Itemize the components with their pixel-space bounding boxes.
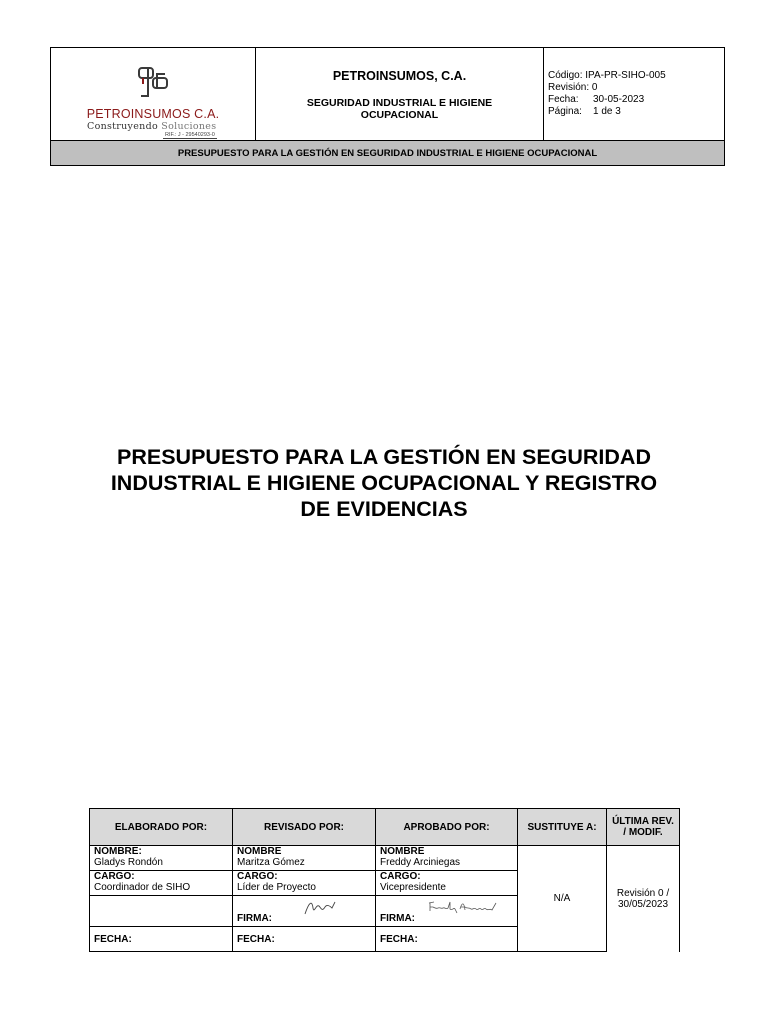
title-line-2: INDUSTRIAL E HIGIENE OCUPACIONAL Y REGISTRO [110, 471, 658, 495]
aprobado-cargo-label: CARGO: [380, 871, 421, 882]
elaborado-nombre-label: NOMBRE: [94, 846, 142, 857]
meta-pagina-value: 1 de 3 [593, 106, 621, 117]
revisado-nombre: Maritza Gómez [237, 857, 305, 868]
aprobado-nombre: Freddy Arciniegas [380, 857, 461, 868]
document-meta [544, 48, 725, 141]
header-aprobado: APROBADO POR: [376, 809, 518, 846]
petroinsumos-logo-icon [135, 64, 171, 100]
company-logo [51, 48, 255, 140]
logo-tagline-dark: Construyendo [87, 121, 158, 132]
approvals-table [89, 808, 680, 952]
title-line-3: DE EVIDENCIAS [300, 497, 468, 521]
title-line-1: PRESUPUESTO PARA LA GESTIÓN EN SEGURIDAD [117, 445, 651, 469]
meta-fecha-label: Fecha: [548, 94, 579, 105]
logo-company-name: PETROINSUMOS C.A. [86, 107, 220, 121]
meta-fecha [548, 94, 720, 106]
meta-fecha-value: 30-05-2023 [593, 94, 645, 105]
aprobado-cargo: Vicepresidente [380, 882, 446, 893]
revisado-fecha-label: FECHA: [233, 927, 376, 952]
elaborado-nombre-cell [90, 846, 233, 871]
document-title [60, 444, 708, 522]
company-name: PETROINSUMOS, C.A. [332, 69, 467, 83]
ultima-rev-value: Revisión 0 / 30/05/2023 [607, 846, 680, 952]
meta-revision: Revisión: 0 [548, 82, 598, 93]
header-revisado: REVISADO POR: [233, 809, 376, 846]
aprobado-fecha-label: FECHA: [376, 927, 518, 952]
revisado-cargo-label: CARGO: [237, 871, 278, 882]
meta-pagina-label: Página: [548, 106, 582, 117]
aprobado-firma-cell [376, 896, 518, 927]
department-subtitle: SEGURIDAD INDUSTRIAL E HIGIENE OCUPACIONAL [306, 97, 493, 121]
meta-codigo: Código: IPA-PR-SIHO-005 [548, 70, 666, 81]
elaborado-cargo-cell [90, 871, 233, 896]
aprobado-cargo-cell [376, 871, 518, 896]
revisado-nombre-cell [233, 846, 376, 871]
header-ultima-rev: ÚLTIMA REV. / MODIF. [607, 809, 680, 846]
elaborado-nombre: Gladys Rondón [94, 857, 163, 868]
elaborado-cargo-label: CARGO: [94, 871, 135, 882]
elaborado-firma-cell [90, 896, 233, 927]
aprobado-nombre-cell [376, 846, 518, 871]
logo-tagline-light: Soluciones [161, 121, 217, 132]
revisado-signature [303, 898, 337, 918]
aprobado-nombre-label: NOMBRE [380, 846, 425, 857]
elaborado-fecha-label: FECHA: [90, 927, 233, 952]
revisado-cargo: Líder de Proyecto [237, 882, 316, 893]
meta-pagina [548, 106, 720, 118]
aprobado-signature [426, 897, 498, 921]
logo-cell [51, 48, 256, 141]
aprobado-firma-label: FIRMA: [380, 913, 415, 924]
revisado-firma-cell [233, 896, 376, 927]
header-title-cell [256, 48, 544, 141]
elaborado-cargo: Coordinador de SIHO [94, 882, 191, 893]
sustituye-value: N/A [518, 846, 607, 952]
logo-rif: RIF.: J - 29540293-0 [165, 132, 215, 138]
revisado-firma-label: FIRMA: [237, 913, 272, 924]
logo-tagline [87, 121, 216, 132]
header-sustituye: SUSTITUYE A: [518, 809, 607, 846]
header-elaborado: ELABORADO POR: [90, 809, 233, 846]
revisado-nombre-label: NOMBRE [237, 846, 282, 857]
revisado-cargo-cell [233, 871, 376, 896]
document-header [50, 47, 725, 166]
header-band: PRESUPUESTO PARA LA GESTIÓN EN SEGURIDAD INDUSTRIAL E HIGIENE OCUPACIONAL [51, 141, 725, 166]
